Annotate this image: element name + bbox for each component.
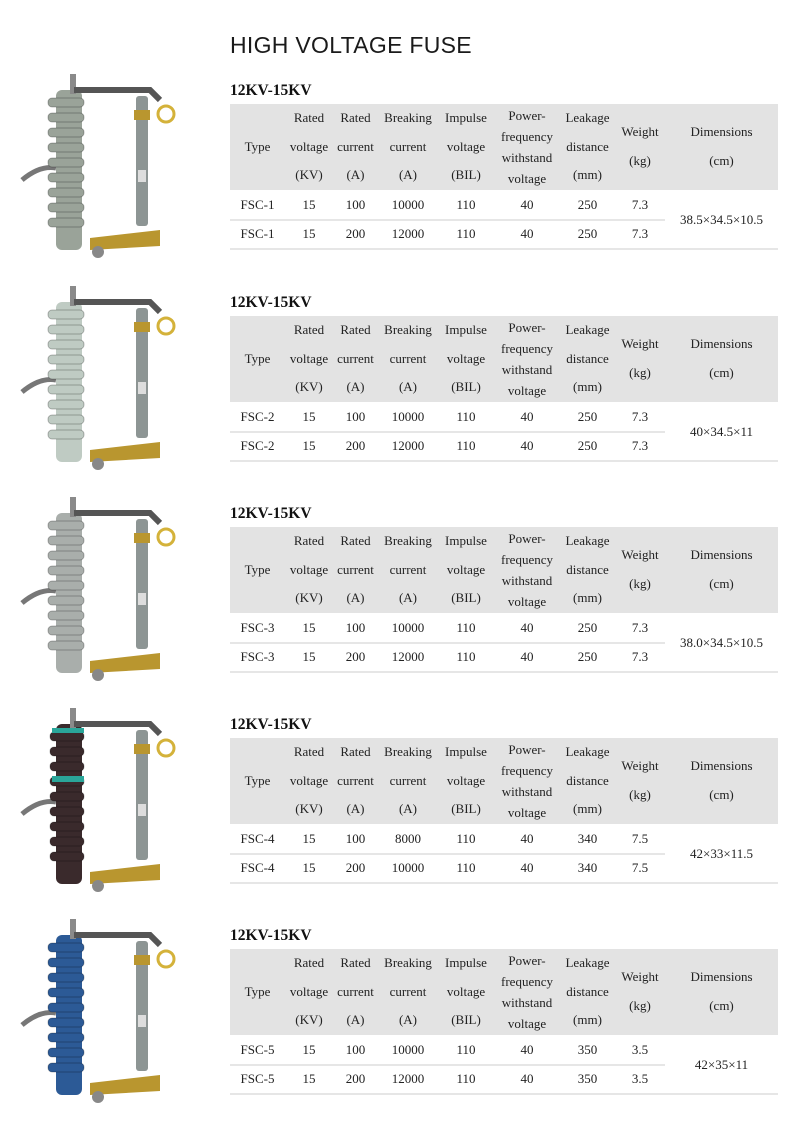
spec-table xyxy=(230,738,778,884)
rated-current-header-line: current xyxy=(337,983,374,999)
cell-weight: 7.5 xyxy=(615,826,665,855)
cell-power: 40 xyxy=(494,1037,560,1066)
leakage-distance-header xyxy=(560,527,615,615)
power-frequency-header-line: voltage xyxy=(507,804,547,820)
leakage-distance-header-line: (mm) xyxy=(573,590,602,605)
fuse-cutout-photo xyxy=(10,282,210,482)
rated-voltage-header xyxy=(285,738,333,826)
cell-leakage: 250 xyxy=(560,644,615,673)
weight-header-line: (kg) xyxy=(629,575,651,591)
cell-breaking: 12000 xyxy=(378,1066,438,1095)
cell-leakage: 250 xyxy=(560,433,615,462)
section-title: 12KV-15KV xyxy=(230,505,312,522)
impulse-voltage-header xyxy=(438,104,494,192)
product-section xyxy=(0,716,800,928)
fuse-cutout-photo xyxy=(10,493,210,693)
cell-current: 100 xyxy=(333,192,378,221)
weight-header-line: (kg) xyxy=(629,152,651,168)
table-header-row xyxy=(230,104,778,192)
product-section xyxy=(0,294,800,506)
cell-power: 40 xyxy=(494,433,560,462)
dimensions-header-line: Dimensions xyxy=(690,547,753,563)
breaking-current-header-line: (A) xyxy=(398,167,418,182)
rated-voltage-header-line: voltage xyxy=(289,138,329,154)
power-frequency-header-line: Power- xyxy=(508,319,546,335)
rated-voltage-header-line: (KV) xyxy=(295,801,323,816)
breaking-current-header xyxy=(378,527,438,615)
impulse-voltage-header xyxy=(438,527,494,615)
cell-type: FSC-1 xyxy=(230,192,285,221)
cell-type: FSC-4 xyxy=(230,855,285,884)
cell-power: 40 xyxy=(494,192,560,221)
weight-header xyxy=(615,104,665,192)
spec-table xyxy=(230,104,778,250)
rated-current-header-line: Rated xyxy=(340,744,371,759)
cell-impulse: 110 xyxy=(438,192,494,221)
type-header: Type xyxy=(230,316,285,404)
rated-current-header xyxy=(333,316,378,404)
cell-power: 40 xyxy=(494,826,560,855)
leakage-distance-header-line: distance xyxy=(566,561,609,577)
leakage-distance-header-line: distance xyxy=(566,983,609,999)
dimensions-header-line: (cm) xyxy=(709,364,734,380)
breaking-current-header-line: current xyxy=(389,772,427,788)
rated-current-header xyxy=(333,949,378,1037)
table-header-row xyxy=(230,949,778,1037)
breaking-current-header xyxy=(378,738,438,826)
rated-voltage-header-line: (KV) xyxy=(295,590,323,605)
cell-breaking: 12000 xyxy=(378,221,438,250)
cell-type: FSC-2 xyxy=(230,433,285,462)
weight-header-line: (kg) xyxy=(629,364,651,380)
rated-current-header-line: Rated xyxy=(340,955,371,970)
spec-table xyxy=(230,527,778,673)
cell-current: 200 xyxy=(333,221,378,250)
cell-voltage: 15 xyxy=(285,221,333,250)
weight-header-line: Weight xyxy=(621,547,659,563)
leakage-distance-header-line: Leakage xyxy=(565,744,610,759)
impulse-voltage-header-line: voltage xyxy=(446,561,486,577)
cell-impulse: 110 xyxy=(438,433,494,462)
leakage-distance-header-line: Leakage xyxy=(565,322,610,337)
fuse-cutout-photo xyxy=(10,70,210,270)
impulse-voltage-header-line: Impulse xyxy=(445,110,487,125)
rated-voltage-header xyxy=(285,949,333,1037)
rated-current-header-line: (A) xyxy=(346,379,365,394)
rated-current-header xyxy=(333,527,378,615)
cell-type: FSC-5 xyxy=(230,1037,285,1066)
cell-breaking: 10000 xyxy=(378,615,438,644)
weight-header xyxy=(615,316,665,404)
section-title: 12KV-15KV xyxy=(230,82,312,99)
leakage-distance-header-line: Leakage xyxy=(565,533,610,548)
cell-impulse: 110 xyxy=(438,615,494,644)
rated-current-header-line: (A) xyxy=(346,801,365,816)
impulse-voltage-header xyxy=(438,738,494,826)
product-section xyxy=(0,82,800,294)
leakage-distance-header-line: (mm) xyxy=(573,801,602,816)
dimensions-header-line: Dimensions xyxy=(690,758,753,774)
power-frequency-header-line: frequency xyxy=(501,551,553,567)
rated-voltage-header-line: (KV) xyxy=(295,167,323,182)
cell-impulse: 110 xyxy=(438,644,494,673)
cell-weight: 7.3 xyxy=(615,404,665,433)
impulse-voltage-header-line: Impulse xyxy=(445,744,487,759)
cell-power: 40 xyxy=(494,615,560,644)
dimensions-header xyxy=(665,738,778,826)
cell-impulse: 110 xyxy=(438,1037,494,1066)
breaking-current-header-line: Breaking xyxy=(384,955,432,970)
cell-voltage: 15 xyxy=(285,1037,333,1066)
cell-leakage: 250 xyxy=(560,192,615,221)
cell-breaking: 10000 xyxy=(378,192,438,221)
cell-current: 200 xyxy=(333,433,378,462)
breaking-current-header-line: Breaking xyxy=(384,322,432,337)
rated-voltage-header-line: Rated xyxy=(293,744,325,759)
leakage-distance-header xyxy=(560,738,615,826)
section-title: 12KV-15KV xyxy=(230,927,312,944)
dimensions-header xyxy=(665,949,778,1037)
cell-impulse: 110 xyxy=(438,1066,494,1095)
cell-current: 100 xyxy=(333,826,378,855)
dimensions-header-line: (cm) xyxy=(709,152,734,168)
breaking-current-header-line: current xyxy=(389,561,427,577)
dimensions-header-line: (cm) xyxy=(709,786,734,802)
power-frequency-header-line: voltage xyxy=(507,170,547,186)
cell-weight: 7.3 xyxy=(615,615,665,644)
weight-header xyxy=(615,527,665,615)
leakage-distance-header-line: distance xyxy=(566,772,609,788)
impulse-voltage-header-line: Impulse xyxy=(445,955,487,970)
dimensions-header xyxy=(665,527,778,615)
cell-breaking: 8000 xyxy=(378,826,438,855)
cell-current: 200 xyxy=(333,1066,378,1095)
cell-leakage: 340 xyxy=(560,855,615,884)
cell-breaking: 12000 xyxy=(378,433,438,462)
rated-voltage-header-line: Rated xyxy=(293,533,325,548)
rated-current-header xyxy=(333,104,378,192)
leakage-distance-header-line: distance xyxy=(566,350,609,366)
cell-voltage: 15 xyxy=(285,855,333,884)
rated-voltage-header-line: voltage xyxy=(289,772,329,788)
weight-header-line: Weight xyxy=(621,336,659,352)
power-frequency-header-line: frequency xyxy=(501,340,553,356)
breaking-current-header-line: Breaking xyxy=(384,744,432,759)
leakage-distance-header-line: Leakage xyxy=(565,955,610,970)
dimensions-header xyxy=(665,104,778,192)
power-frequency-header-line: withstand xyxy=(501,572,553,588)
power-frequency-header-line: frequency xyxy=(501,128,553,144)
rated-voltage-header xyxy=(285,316,333,404)
power-frequency-header-line: Power- xyxy=(508,530,546,546)
cell-type: FSC-1 xyxy=(230,221,285,250)
cell-weight: 7.5 xyxy=(615,855,665,884)
breaking-current-header xyxy=(378,316,438,404)
cell-type: FSC-3 xyxy=(230,644,285,673)
cell-voltage: 15 xyxy=(285,826,333,855)
rated-voltage-header-line: voltage xyxy=(289,561,329,577)
table-header-row xyxy=(230,316,778,404)
cell-power: 40 xyxy=(494,644,560,673)
breaking-current-header xyxy=(378,949,438,1037)
dimensions-header-line: (cm) xyxy=(709,575,734,591)
weight-header xyxy=(615,738,665,826)
rated-current-header-line: Rated xyxy=(340,110,371,125)
impulse-voltage-header xyxy=(438,316,494,404)
rated-current-header-line: Rated xyxy=(340,322,371,337)
cell-weight: 7.3 xyxy=(615,644,665,673)
rated-current-header-line: (A) xyxy=(346,1012,365,1027)
cell-breaking: 10000 xyxy=(378,855,438,884)
breaking-current-header-line: Breaking xyxy=(384,110,432,125)
type-header: Type xyxy=(230,527,285,615)
leakage-distance-header-line: (mm) xyxy=(573,1012,602,1027)
table-row xyxy=(230,826,778,855)
cell-dimensions: 42×35×11 xyxy=(665,1037,778,1095)
impulse-voltage-header-line: (BIL) xyxy=(451,801,481,816)
cell-breaking: 12000 xyxy=(378,644,438,673)
dimensions-header-line: Dimensions xyxy=(690,124,753,140)
impulse-voltage-header-line: (BIL) xyxy=(451,167,481,182)
power-frequency-header-line: Power- xyxy=(508,107,546,123)
fuse-cutout-photo xyxy=(10,915,210,1115)
cell-current: 100 xyxy=(333,615,378,644)
type-header: Type xyxy=(230,104,285,192)
section-title: 12KV-15KV xyxy=(230,716,312,733)
cell-type: FSC-4 xyxy=(230,826,285,855)
cell-voltage: 15 xyxy=(285,644,333,673)
breaking-current-header-line: (A) xyxy=(398,801,418,816)
cell-leakage: 250 xyxy=(560,221,615,250)
cell-dimensions: 38.5×34.5×10.5 xyxy=(665,192,778,250)
power-frequency-header-line: withstand xyxy=(501,149,553,165)
cell-power: 40 xyxy=(494,1066,560,1095)
breaking-current-header-line: (A) xyxy=(398,590,418,605)
type-header: Type xyxy=(230,949,285,1037)
leakage-distance-header xyxy=(560,316,615,404)
rated-voltage-header-line: voltage xyxy=(289,350,329,366)
table-row xyxy=(230,615,778,644)
impulse-voltage-header xyxy=(438,949,494,1037)
cell-leakage: 250 xyxy=(560,615,615,644)
cell-type: FSC-3 xyxy=(230,615,285,644)
impulse-voltage-header-line: voltage xyxy=(446,772,486,788)
rated-voltage-header-line: Rated xyxy=(293,322,325,337)
cell-impulse: 110 xyxy=(438,855,494,884)
cell-voltage: 15 xyxy=(285,1066,333,1095)
cell-voltage: 15 xyxy=(285,433,333,462)
cell-power: 40 xyxy=(494,221,560,250)
page-title: HIGH VOLTAGE FUSE xyxy=(230,32,472,58)
breaking-current-header-line: current xyxy=(389,350,427,366)
cell-leakage: 250 xyxy=(560,404,615,433)
section-title: 12KV-15KV xyxy=(230,294,312,311)
power-frequency-header xyxy=(494,527,560,615)
power-frequency-header-line: Power- xyxy=(508,741,546,757)
impulse-voltage-header-line: voltage xyxy=(446,138,486,154)
cell-leakage: 350 xyxy=(560,1066,615,1095)
power-frequency-header-line: withstand xyxy=(501,994,553,1010)
table-header-row xyxy=(230,527,778,615)
rated-voltage-header-line: (KV) xyxy=(295,379,323,394)
spec-table xyxy=(230,949,778,1095)
cell-current: 200 xyxy=(333,855,378,884)
rated-voltage-header-line: voltage xyxy=(289,983,329,999)
cell-power: 40 xyxy=(494,855,560,884)
power-frequency-header xyxy=(494,738,560,826)
rated-current-header-line: (A) xyxy=(346,167,365,182)
rated-current-header-line: Rated xyxy=(340,533,371,548)
cell-dimensions: 38.0×34.5×10.5 xyxy=(665,615,778,673)
impulse-voltage-header-line: voltage xyxy=(446,350,486,366)
cell-leakage: 340 xyxy=(560,826,615,855)
breaking-current-header-line: current xyxy=(389,138,427,154)
cell-type: FSC-5 xyxy=(230,1066,285,1095)
spec-table xyxy=(230,316,778,462)
leakage-distance-header-line: distance xyxy=(566,138,609,154)
breaking-current-header-line: (A) xyxy=(398,1012,418,1027)
product-section xyxy=(0,505,800,717)
cell-weight: 3.5 xyxy=(615,1037,665,1066)
rated-voltage-header-line: Rated xyxy=(293,110,325,125)
cell-dimensions: 42×33×11.5 xyxy=(665,826,778,884)
power-frequency-header-line: withstand xyxy=(501,361,553,377)
weight-header-line: (kg) xyxy=(629,786,651,802)
dimensions-header-line: Dimensions xyxy=(690,969,753,985)
power-frequency-header xyxy=(494,949,560,1037)
cell-leakage: 350 xyxy=(560,1037,615,1066)
cell-type: FSC-2 xyxy=(230,404,285,433)
impulse-voltage-header-line: voltage xyxy=(446,983,486,999)
power-frequency-header xyxy=(494,104,560,192)
impulse-voltage-header-line: Impulse xyxy=(445,322,487,337)
table-row xyxy=(230,1037,778,1066)
weight-header-line: Weight xyxy=(621,758,659,774)
type-header: Type xyxy=(230,738,285,826)
product-section xyxy=(0,927,800,1139)
cell-weight: 7.3 xyxy=(615,221,665,250)
power-frequency-header-line: Power- xyxy=(508,952,546,968)
rated-voltage-header xyxy=(285,104,333,192)
impulse-voltage-header-line: (BIL) xyxy=(451,1012,481,1027)
rated-voltage-header xyxy=(285,527,333,615)
table-row xyxy=(230,192,778,221)
rated-current-header-line: current xyxy=(337,138,374,154)
breaking-current-header-line: (A) xyxy=(398,379,418,394)
power-frequency-header-line: voltage xyxy=(507,382,547,398)
cell-dimensions: 40×34.5×11 xyxy=(665,404,778,462)
leakage-distance-header xyxy=(560,104,615,192)
cell-breaking: 10000 xyxy=(378,404,438,433)
weight-header xyxy=(615,949,665,1037)
dimensions-header xyxy=(665,316,778,404)
power-frequency-header-line: withstand xyxy=(501,783,553,799)
breaking-current-header-line: Breaking xyxy=(384,533,432,548)
dimensions-header-line: Dimensions xyxy=(690,336,753,352)
impulse-voltage-header-line: (BIL) xyxy=(451,590,481,605)
breaking-current-header-line: current xyxy=(389,983,427,999)
rated-current-header-line: (A) xyxy=(346,590,365,605)
weight-header-line: (kg) xyxy=(629,997,651,1013)
cell-impulse: 110 xyxy=(438,826,494,855)
rated-current-header-line: current xyxy=(337,561,374,577)
power-frequency-header-line: voltage xyxy=(507,593,547,609)
cell-voltage: 15 xyxy=(285,404,333,433)
power-frequency-header-line: frequency xyxy=(501,973,553,989)
cell-current: 200 xyxy=(333,644,378,673)
leakage-distance-header-line: (mm) xyxy=(573,379,602,394)
table-row xyxy=(230,404,778,433)
impulse-voltage-header-line: (BIL) xyxy=(451,379,481,394)
rated-current-header-line: current xyxy=(337,772,374,788)
fuse-cutout-photo xyxy=(10,704,210,904)
table-header-row xyxy=(230,738,778,826)
weight-header-line: Weight xyxy=(621,969,659,985)
rated-voltage-header-line: Rated xyxy=(293,955,325,970)
leakage-distance-header-line: (mm) xyxy=(573,167,602,182)
rated-current-header-line: current xyxy=(337,350,374,366)
cell-power: 40 xyxy=(494,404,560,433)
rated-current-header xyxy=(333,738,378,826)
weight-header-line: Weight xyxy=(621,124,659,140)
power-frequency-header-line: frequency xyxy=(501,762,553,778)
power-frequency-header xyxy=(494,316,560,404)
dimensions-header-line: (cm) xyxy=(709,997,734,1013)
cell-weight: 7.3 xyxy=(615,433,665,462)
cell-current: 100 xyxy=(333,1037,378,1066)
cell-voltage: 15 xyxy=(285,615,333,644)
leakage-distance-header-line: Leakage xyxy=(565,110,610,125)
cell-voltage: 15 xyxy=(285,192,333,221)
power-frequency-header-line: voltage xyxy=(507,1015,547,1031)
cell-breaking: 10000 xyxy=(378,1037,438,1066)
cell-current: 100 xyxy=(333,404,378,433)
breaking-current-header xyxy=(378,104,438,192)
cell-impulse: 110 xyxy=(438,404,494,433)
cell-weight: 7.3 xyxy=(615,192,665,221)
cell-weight: 3.5 xyxy=(615,1066,665,1095)
cell-impulse: 110 xyxy=(438,221,494,250)
impulse-voltage-header-line: Impulse xyxy=(445,533,487,548)
leakage-distance-header xyxy=(560,949,615,1037)
rated-voltage-header-line: (KV) xyxy=(295,1012,323,1027)
